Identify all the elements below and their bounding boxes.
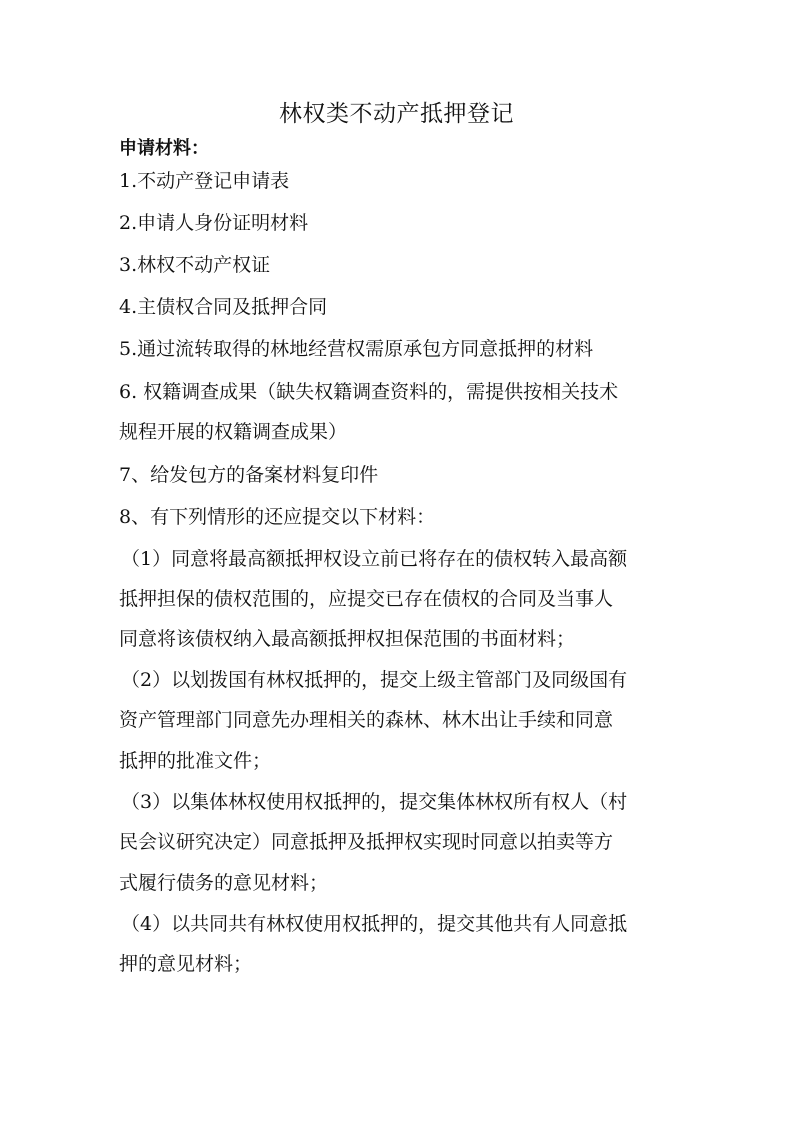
text-line: 7、给发包方的备案材料复印件 <box>119 464 379 486</box>
text-line: 式履行债务的意见材料； <box>119 872 329 894</box>
text-line: 同意将该债权纳入最高额抵押权担保范围的书面材料； <box>119 628 576 650</box>
text-line: 8、有下列情形的还应提交以下材料： <box>119 506 436 528</box>
text-line: （3）以集体林权使用权抵押的，提交集体林权所有权人（村 <box>121 791 628 813</box>
text-line: （2）以划拨国有林权抵押的，提交上级主管部门及同级国有 <box>121 669 628 691</box>
text-line: 押的意见材料； <box>119 953 253 975</box>
text-line: 抵押担保的债权范围的，应提交已存在债权的合同及当事人 <box>119 588 614 610</box>
text-line: 5.通过流转取得的林地经营权需原承包方同意抵押的材料 <box>119 338 594 360</box>
text-line: 民会议研究决定）同意抵押及抵押权实现时同意以拍卖等方 <box>119 831 614 853</box>
text-line: 抵押的批准文件； <box>119 750 272 772</box>
section-heading: 申请材料： <box>119 138 209 159</box>
text-line: 资产管理部门同意先办理相关的森林、林木出让手续和同意 <box>119 709 614 731</box>
text-line: 1.不动产登记申请表 <box>119 170 290 192</box>
document-title: 林权类不动产抵押登记 <box>279 101 514 127</box>
text-line: 3.林权不动产权证 <box>119 254 271 276</box>
text-line: （1）同意将最高额抵押权设立前已将存在的债权转入最高额 <box>121 548 628 570</box>
text-line: 4.主债权合同及抵押合同 <box>119 296 328 318</box>
text-line: 6. 权籍调查成果（缺失权籍调查资料的，需提供按相关技术 <box>119 381 619 403</box>
text-line: 规程开展的权籍调查成果） <box>119 421 348 443</box>
text-line: 2.申请人身份证明材料 <box>119 212 309 234</box>
text-line: （4）以共同共有林权使用权抵押的，提交其他共有人同意抵 <box>121 913 628 935</box>
